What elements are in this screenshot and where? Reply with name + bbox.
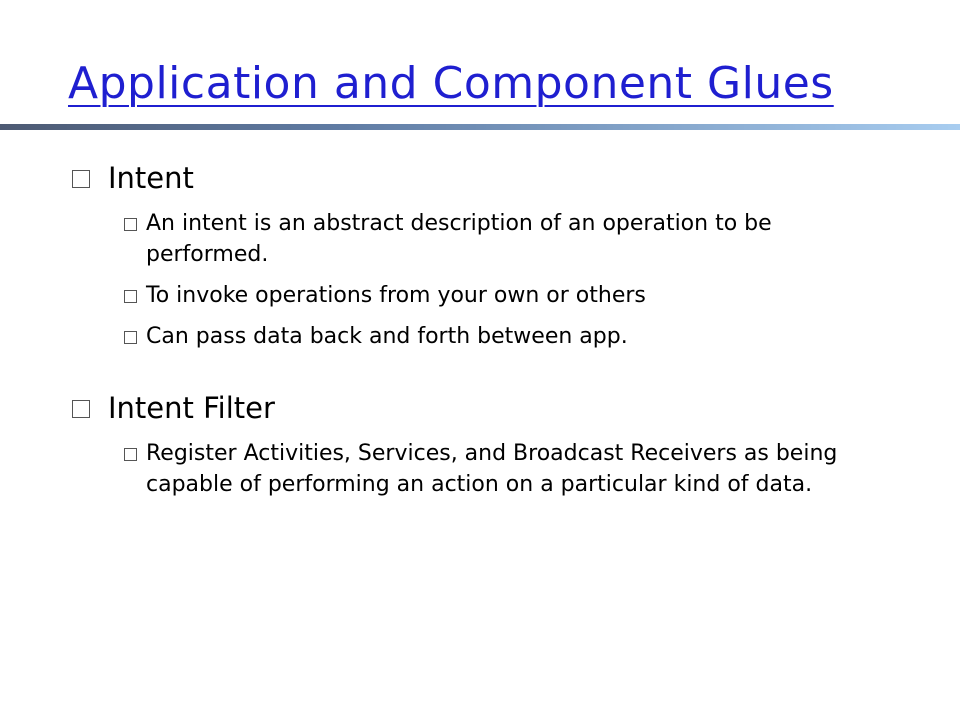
bullet-list bbox=[72, 158, 872, 500]
hollow-square-bullet-icon bbox=[124, 290, 137, 303]
list-item-text: Register Activities, Services, and Broadcast Receivers as being capable of performing an action on a particular kind of data. bbox=[146, 441, 838, 497]
section-heading-intent-filter bbox=[72, 388, 872, 428]
list-item bbox=[124, 208, 872, 270]
section-heading-label: Intent Filter bbox=[108, 391, 275, 425]
hollow-square-bullet-icon bbox=[124, 448, 137, 461]
title-divider-rule bbox=[0, 122, 960, 132]
hollow-square-bullet-icon bbox=[72, 400, 90, 418]
list-item-text: To invoke operations from your own or others bbox=[146, 283, 646, 308]
list-item bbox=[124, 280, 872, 311]
list-item bbox=[124, 438, 872, 500]
hollow-square-bullet-icon bbox=[124, 218, 137, 231]
hollow-square-bullet-icon bbox=[124, 331, 137, 344]
slide-title: Application and Component Glues bbox=[68, 58, 834, 109]
list-item-text: Can pass data back and forth between app. bbox=[146, 324, 628, 349]
section-heading-intent bbox=[72, 158, 872, 198]
hollow-square-bullet-icon bbox=[72, 170, 90, 188]
section-heading-label: Intent bbox=[108, 161, 194, 195]
list-item-text: An intent is an abstract description of an operation to be performed. bbox=[146, 211, 772, 267]
list-item bbox=[124, 321, 872, 352]
